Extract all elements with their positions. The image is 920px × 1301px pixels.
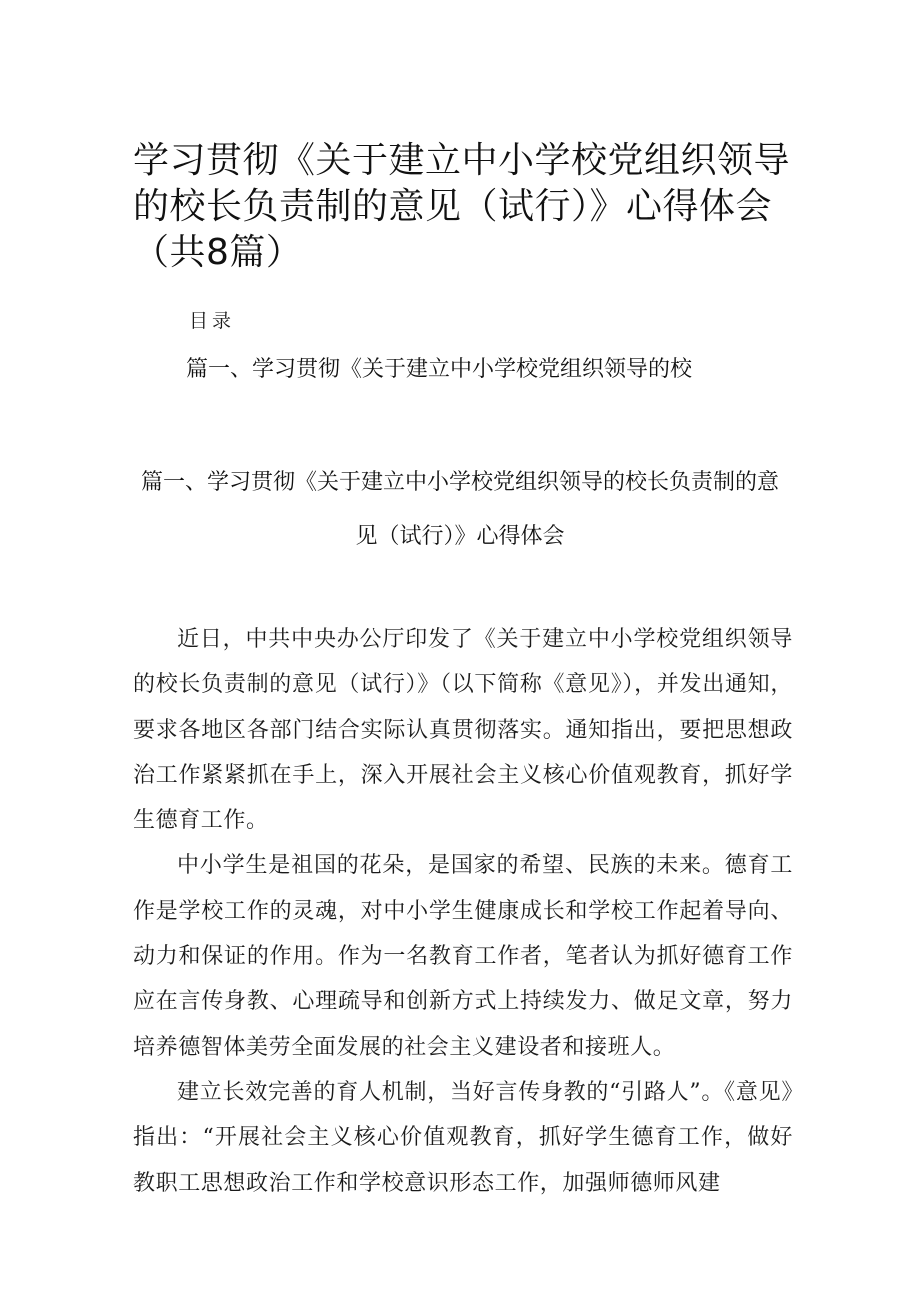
paragraph-1: 近日，中共中央办公厅印发了《关于建立中小学校党组织领导的校长负责制的意见（试行）》（以下简称《意见》），并发出通知，要求各地区各部门结合实际认真贯彻落实。通知指出，要把思想政治工作紧紧抓在手上，深入开展社会主义核心价值观教育，抓好学生德育工作。 xyxy=(133,627,793,834)
document-title: 学习贯彻《关于建立中小学校党组织领导的校长负责制的意见（试行）》心得体会（共8篇） xyxy=(133,140,791,273)
section-title: 篇一、学习贯彻《关于建立中小学校党组织领导的校长负责制的意见（试行）》心得体会 xyxy=(140,470,779,549)
section-body xyxy=(133,617,793,1206)
paragraph-2: 中小学生是祖国的花朵，是国家的希望、民族的未来。德育工作是学校工作的灵魂，对中小学生健康成长和学校工作起着导向、动力和保证的作用。作为一名教育工作者，笔者认为抓好德育工作应在言传身教、心理疏导和创新方式上持续发力、做足文章，努力培养德智体美劳全面发展的社会主义建设者和接班人。 xyxy=(133,853,793,1060)
toc-heading: 目录 xyxy=(189,310,236,332)
toc-item-1[interactable]: 篇一、学习贯彻《关于建立中小学校党组织领导的校 xyxy=(186,357,693,382)
paragraph-3: 建立长效完善的育人机制，当好言传身教的“引路人”。《意见》指出：“开展社会主义核心价值观教育，抓好学生德育工作，做好教职工思想政治工作和学校意识形态工作，加强师德师风建 xyxy=(133,1079,793,1196)
